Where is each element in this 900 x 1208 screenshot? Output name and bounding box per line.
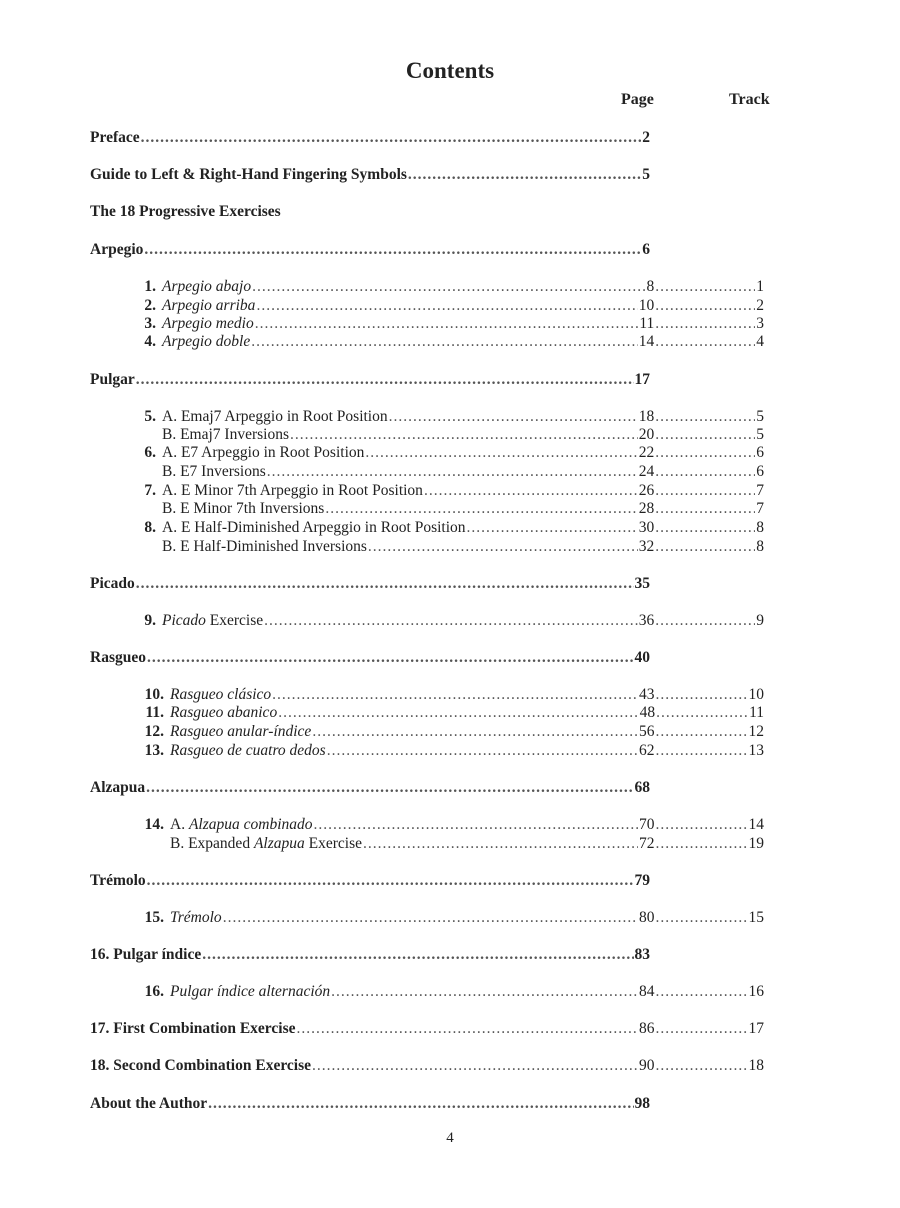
entry-number: 15. xyxy=(144,909,164,926)
toc-entry-arpegio[interactable] xyxy=(90,240,650,260)
leader-dots xyxy=(141,128,642,148)
toc-subentry[interactable] xyxy=(140,481,764,501)
toc-subentry[interactable] xyxy=(140,685,764,705)
leader-dots xyxy=(136,574,634,594)
entry-label: B. E Minor 7th Inversions xyxy=(162,500,325,517)
toc-subentry[interactable] xyxy=(140,537,764,557)
entry-number: 9. xyxy=(144,612,156,629)
toc-subentry[interactable] xyxy=(140,722,764,742)
leader-dots xyxy=(655,611,755,631)
leader-dots xyxy=(368,537,638,557)
entry-number: 5. xyxy=(144,408,156,425)
entry-track: 18 xyxy=(748,1057,764,1074)
entry-label-suffix: Exercise xyxy=(304,835,362,852)
page-column-header: Page xyxy=(621,91,654,108)
entry-track: 10 xyxy=(748,686,764,703)
entry-page: 86 xyxy=(639,1020,655,1037)
entry-number: 4. xyxy=(144,333,156,350)
entry-label: 18. Second Combination Exercise xyxy=(90,1057,312,1074)
entry-page: 62 xyxy=(639,742,655,759)
leader-dots xyxy=(656,1056,748,1076)
entry-label: 17. First Combination Exercise xyxy=(90,1020,296,1037)
entry-page: 2 xyxy=(642,129,650,146)
entry-page: 6 xyxy=(642,241,650,258)
toc-entry-first-combination[interactable] xyxy=(90,1019,764,1039)
leader-dots xyxy=(656,982,748,1002)
entry-number: 13. xyxy=(144,742,164,759)
entry-label: B. E Half-Diminished Inversions xyxy=(162,538,367,555)
entry-track: 16 xyxy=(748,983,764,1000)
entry-number: 10. xyxy=(144,686,164,703)
toc-entry-second-combination[interactable] xyxy=(90,1056,764,1076)
leader-dots xyxy=(656,908,748,928)
entry-number: 1. xyxy=(144,278,156,295)
entry-track: 11 xyxy=(749,704,764,721)
toc-subentry[interactable] xyxy=(140,499,764,519)
leader-dots xyxy=(656,685,748,705)
leader-dots xyxy=(365,443,637,463)
leader-dots xyxy=(656,703,748,723)
leader-dots xyxy=(208,1094,633,1114)
track-column-header: Track xyxy=(729,91,770,108)
entry-page: 22 xyxy=(638,444,655,461)
leader-dots xyxy=(655,537,755,557)
entry-track: 8 xyxy=(756,519,764,536)
entry-label: 16. Pulgar índice xyxy=(90,946,202,963)
entry-label: B. E7 Inversions xyxy=(162,463,266,480)
leader-dots xyxy=(467,518,638,538)
entry-page: 14 xyxy=(638,333,655,350)
entry-label: Picado xyxy=(162,612,206,629)
entry-page: 11 xyxy=(639,315,655,332)
entry-page: 48 xyxy=(639,704,656,721)
leader-dots xyxy=(389,407,638,427)
toc-entry-about-author[interactable] xyxy=(90,1094,650,1114)
toc-subentry[interactable] xyxy=(140,425,764,445)
leader-dots xyxy=(314,815,638,835)
entry-label: Alzapua xyxy=(253,835,305,852)
entry-number: 14. xyxy=(144,816,164,833)
entry-track: 7 xyxy=(756,500,764,517)
leader-dots xyxy=(146,778,633,798)
entry-page: 68 xyxy=(634,779,650,796)
leader-dots xyxy=(147,648,634,668)
section-heading-progressive: The 18 Progressive Exercises xyxy=(90,203,281,220)
entry-page: 80 xyxy=(639,909,655,926)
leader-dots xyxy=(144,240,641,260)
entry-label: Pulgar xyxy=(90,371,135,388)
entry-track: 5 xyxy=(756,408,764,425)
entry-page: 36 xyxy=(638,612,655,629)
entry-number: 6. xyxy=(144,444,156,461)
entry-label: Arpegio medio xyxy=(162,315,254,332)
leader-dots xyxy=(655,481,755,501)
entry-track: 5 xyxy=(756,426,764,443)
entry-track: 6 xyxy=(756,463,764,480)
entry-page: 98 xyxy=(634,1095,650,1112)
entry-page: 79 xyxy=(634,872,650,889)
leader-dots xyxy=(312,1056,638,1076)
leader-dots xyxy=(136,370,634,390)
entry-track: 8 xyxy=(756,538,764,555)
entry-number: 3. xyxy=(144,315,156,332)
entry-label: B. Emaj7 Inversions xyxy=(162,426,289,443)
leader-dots xyxy=(656,815,748,835)
entry-track: 14 xyxy=(748,816,764,833)
toc-subentry[interactable] xyxy=(140,611,764,631)
entry-page: 84 xyxy=(639,983,655,1000)
entry-page: 35 xyxy=(634,575,650,592)
entry-label: Rasgueo clásico xyxy=(170,686,272,703)
entry-page: 20 xyxy=(638,426,655,443)
toc-entry-rasgueo[interactable] xyxy=(90,648,650,668)
entry-label-suffix: Exercise xyxy=(205,612,264,629)
leader-dots xyxy=(290,425,638,445)
page-number: 4 xyxy=(446,1130,454,1146)
leader-dots xyxy=(223,908,638,928)
leader-dots xyxy=(655,407,755,427)
entry-page: 17 xyxy=(634,371,650,388)
entry-label: Rasgueo de cuatro dedos xyxy=(170,742,326,759)
toc-subentry[interactable] xyxy=(140,296,764,316)
leader-dots xyxy=(297,1019,638,1039)
leader-dots xyxy=(656,834,748,854)
entry-track: 15 xyxy=(748,909,764,926)
entry-label: Arpegio xyxy=(90,241,144,258)
leader-dots xyxy=(655,518,755,538)
leader-dots xyxy=(331,982,638,1002)
entry-label: Arpegio doble xyxy=(162,333,251,350)
entry-track: 2 xyxy=(756,297,764,314)
toc-entry-guide[interactable] xyxy=(90,165,650,185)
entry-page: 40 xyxy=(634,649,650,666)
leader-dots xyxy=(655,277,755,297)
entry-track: 12 xyxy=(748,723,764,740)
leader-dots xyxy=(408,165,641,185)
entry-label: About the Author xyxy=(90,1095,208,1112)
entry-number: 7. xyxy=(144,482,156,499)
entry-label: Guide to Left & Right-Hand Fingering Symbols xyxy=(90,166,407,183)
leader-dots xyxy=(312,722,638,742)
entry-label: A. E Half-Diminished Arpeggio in Root Position xyxy=(162,519,466,536)
toc-subentry[interactable] xyxy=(140,407,764,427)
entry-number: 8. xyxy=(144,519,156,536)
leader-dots xyxy=(255,314,639,334)
toc-entry-alzapua[interactable] xyxy=(90,778,650,798)
entry-label: Rasgueo abanico xyxy=(170,704,278,721)
entry-page: 56 xyxy=(639,723,655,740)
entry-label: Arpegio abajo xyxy=(162,278,252,295)
leader-dots xyxy=(655,296,755,316)
entry-label: Trémolo xyxy=(90,872,146,889)
leader-dots xyxy=(655,499,755,519)
entry-label: A. E Minor 7th Arpeggio in Root Position xyxy=(162,482,423,499)
entry-page: 30 xyxy=(638,519,655,536)
toc-subentry[interactable] xyxy=(140,332,764,352)
entry-label-prefix: A. xyxy=(170,816,189,833)
entry-number: 11. xyxy=(145,704,164,721)
toc-entry-tremolo[interactable] xyxy=(90,871,650,891)
entry-page: 72 xyxy=(639,835,655,852)
entry-track: 9 xyxy=(756,612,764,629)
leader-dots xyxy=(655,462,755,482)
entry-label-prefix: B. Expanded xyxy=(170,835,254,852)
leader-dots xyxy=(655,443,755,463)
entry-track: 7 xyxy=(756,482,764,499)
leader-dots xyxy=(267,462,638,482)
entry-label: Alzapua xyxy=(90,779,146,796)
toc-subentry[interactable] xyxy=(140,703,764,723)
entry-page: 32 xyxy=(638,538,655,555)
toc-entry-pulgar-indice[interactable] xyxy=(90,945,650,965)
leader-dots xyxy=(656,1019,748,1039)
leader-dots xyxy=(147,871,634,891)
entry-track: 4 xyxy=(756,333,764,350)
leader-dots xyxy=(363,834,638,854)
entry-track: 1 xyxy=(756,278,764,295)
leader-dots xyxy=(325,499,637,519)
entry-label: Pulgar índice alternación xyxy=(170,983,331,1000)
entry-page: 70 xyxy=(639,816,655,833)
leader-dots xyxy=(252,277,645,297)
entry-track: 19 xyxy=(748,835,764,852)
entry-label: Trémolo xyxy=(170,909,222,926)
entry-page: 90 xyxy=(639,1057,655,1074)
leader-dots xyxy=(202,945,633,965)
leader-dots xyxy=(264,611,638,631)
entry-label: Picado xyxy=(90,575,135,592)
leader-dots xyxy=(655,314,755,334)
entry-track: 3 xyxy=(756,315,764,332)
leader-dots xyxy=(251,332,638,352)
entry-page: 5 xyxy=(642,166,650,183)
toc-subentry[interactable] xyxy=(140,314,764,334)
entry-label: Rasgueo anular-índice xyxy=(170,723,312,740)
entry-page: 8 xyxy=(646,278,655,295)
entry-page: 26 xyxy=(638,482,655,499)
entry-page: 83 xyxy=(634,946,650,963)
toc-subentry[interactable] xyxy=(140,518,764,538)
toc-entry-preface[interactable] xyxy=(90,128,650,148)
leader-dots xyxy=(424,481,638,501)
entry-label: Rasgueo xyxy=(90,649,146,666)
leader-dots xyxy=(278,703,638,723)
entry-number: 16. xyxy=(144,983,164,1000)
leader-dots xyxy=(655,425,755,445)
leader-dots xyxy=(656,722,748,742)
toc-subentry[interactable] xyxy=(140,834,764,854)
entry-label: Alzapua combinado xyxy=(188,816,313,833)
leader-dots xyxy=(272,685,638,705)
entry-page: 43 xyxy=(639,686,655,703)
leader-dots xyxy=(327,741,638,761)
toc-entry-picado[interactable] xyxy=(90,574,650,594)
entry-track: 6 xyxy=(756,444,764,461)
toc-subentry[interactable] xyxy=(140,741,764,761)
toc-subentry[interactable] xyxy=(140,982,764,1002)
entry-page: 18 xyxy=(638,408,655,425)
entry-page: 10 xyxy=(638,297,655,314)
entry-page: 24 xyxy=(638,463,655,480)
toc-entry-pulgar[interactable] xyxy=(90,370,650,390)
entry-label: A. Emaj7 Arpeggio in Root Position xyxy=(162,408,388,425)
toc-subentry[interactable] xyxy=(140,443,764,463)
entry-number: 2. xyxy=(144,297,156,314)
toc-subentry[interactable] xyxy=(140,815,764,835)
entry-label: A. E7 Arpeggio in Root Position xyxy=(162,444,365,461)
entry-number: 12. xyxy=(144,723,164,740)
leader-dots xyxy=(256,296,637,316)
entry-label: Preface xyxy=(90,129,140,146)
entry-track: 17 xyxy=(748,1020,764,1037)
toc-subentry[interactable] xyxy=(140,908,764,928)
leader-dots xyxy=(656,741,748,761)
toc-subentry[interactable] xyxy=(140,462,764,482)
entry-page: 28 xyxy=(638,500,655,517)
entry-track: 13 xyxy=(748,742,764,759)
entry-label: Arpegio arriba xyxy=(162,297,256,314)
page-title: Contents xyxy=(405,58,495,83)
leader-dots xyxy=(655,332,755,352)
toc-subentry[interactable] xyxy=(140,277,764,297)
